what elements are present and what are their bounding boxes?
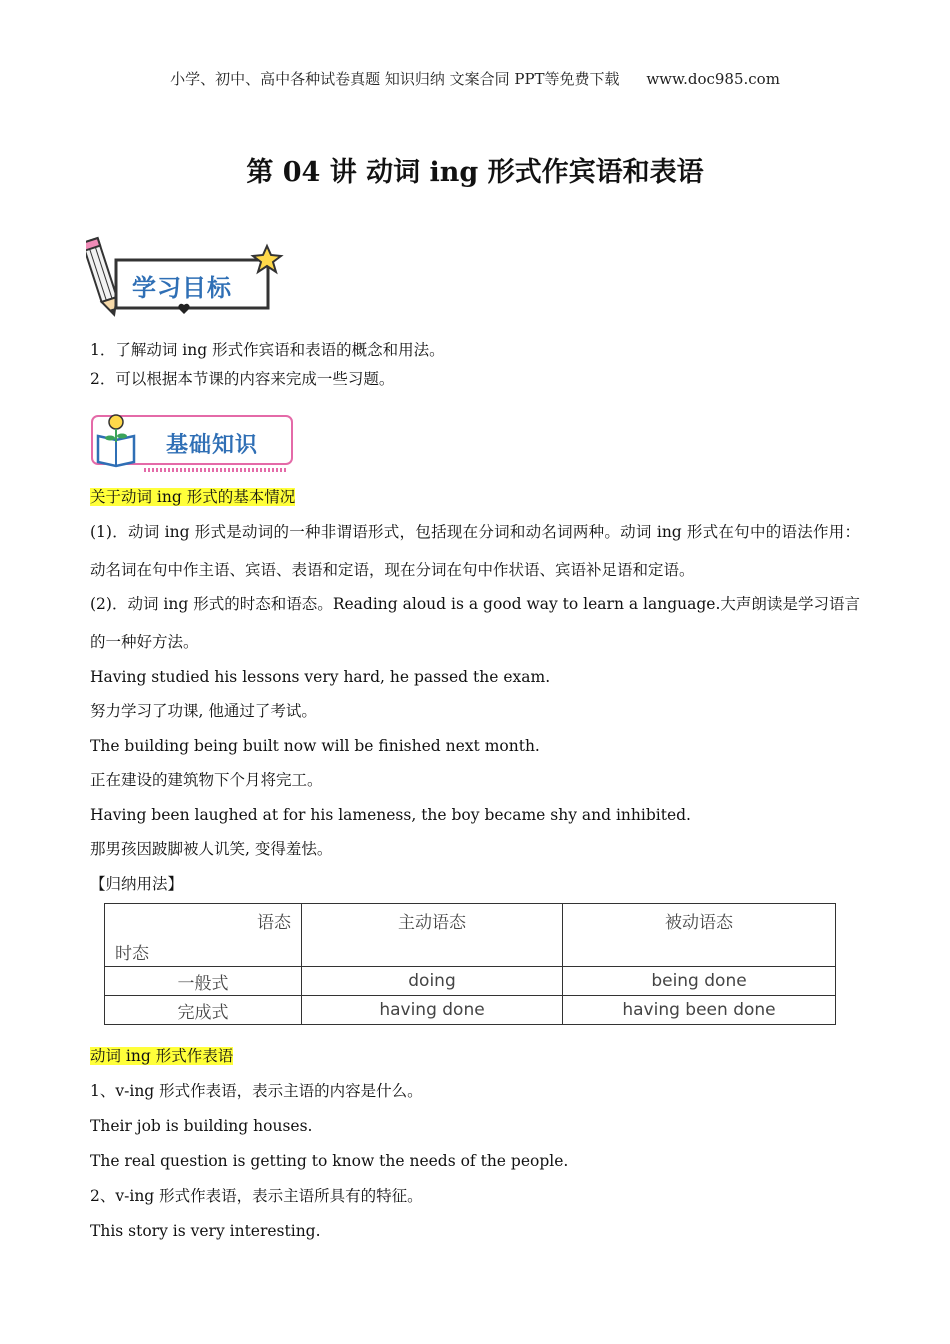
example-1-zh: 努力学习了功课, 他通过了考试。 bbox=[90, 702, 317, 720]
table-row bbox=[105, 967, 836, 996]
goal-item-2: 2．可以根据本节课的内容来完成一些习题。 bbox=[90, 370, 395, 388]
active-cell: doing bbox=[302, 967, 563, 996]
item1-example-2: The real question is getting to know the needs of the people. bbox=[90, 1152, 569, 1170]
corner-voice-label: 语态 bbox=[257, 913, 291, 933]
example-2-en: The building being built now will be finished next month. bbox=[90, 737, 540, 755]
page-title: 第 04 讲 动词 ing 形式作宾语和表语 bbox=[246, 157, 704, 188]
tense-cell: 一般式 bbox=[105, 967, 302, 996]
basic-knowledge-banner bbox=[86, 408, 301, 478]
header-passive-voice: 被动语态 bbox=[563, 904, 836, 967]
learning-goals-label: 学习目标 bbox=[132, 274, 232, 302]
header-text: 小学、初中、高中各种试卷真题 知识归纳 文案合同 PPT等免费下载 bbox=[170, 70, 620, 88]
active-cell: having done bbox=[302, 996, 563, 1025]
section2-item-1: 1、v-ing 形式作表语，表示主语的内容是什么。 bbox=[90, 1082, 423, 1100]
section1-paragraph-1: (1)．动词 ing 形式是动词的一种非谓语形式，包括现在分词和动名词两种。动词 ing 形式在句中的语法作用：动名词在句中作主语、宾语、表语和定语，现在分词在句中作状语、宾语补足语和定语。 bbox=[90, 523, 860, 579]
page-header bbox=[0, 68, 950, 89]
section1-heading bbox=[90, 487, 295, 507]
header-active-voice: 主动语态 bbox=[302, 904, 563, 967]
example-2-zh: 正在建设的建筑物下个月将完工。 bbox=[90, 771, 323, 789]
section1-heading-text: 关于动词 ing 形式的基本情况 bbox=[90, 488, 296, 506]
item2-example-1: This story is very interesting. bbox=[90, 1222, 321, 1240]
tense-cell: 完成式 bbox=[105, 996, 302, 1025]
section2-item-2: 2、v-ing 形式作表语，表示主语所具有的特征。 bbox=[90, 1187, 423, 1205]
basic-knowledge-label: 基础知识 bbox=[166, 433, 259, 458]
corner-tense-label: 时态 bbox=[115, 944, 149, 964]
passive-cell: being done bbox=[563, 967, 836, 996]
item1-example-1: Their job is building houses. bbox=[90, 1117, 313, 1135]
header-url[interactable]: www.doc985.com bbox=[646, 70, 780, 88]
example-1-en: Having studied his lessons very hard, he passed the exam. bbox=[90, 668, 551, 686]
section2-heading-text: 动词 ing 形式作表语 bbox=[90, 1047, 234, 1065]
example-3-en: Having been laughed at for his lameness, the boy became shy and inhibited. bbox=[90, 806, 691, 824]
section2-heading bbox=[90, 1046, 233, 1066]
summary-label: 【归纳用法】 bbox=[90, 875, 184, 893]
tense-voice-table bbox=[104, 903, 836, 1025]
table-row bbox=[105, 996, 836, 1025]
learning-goals-banner bbox=[86, 232, 286, 322]
passive-cell: having been done bbox=[563, 996, 836, 1025]
table-corner-cell bbox=[105, 904, 302, 967]
goal-item-1: 1．了解动词 ing 形式作宾语和表语的概念和用法。 bbox=[90, 341, 445, 359]
example-3-zh: 那男孩因跛脚被人讥笑, 变得羞怯。 bbox=[90, 840, 333, 858]
section1-paragraph-2: (2)．动词 ing 形式的时态和语态。Reading aloud is a good way to learn a language.大声朗读是学习语言的一种好方法。 bbox=[90, 595, 860, 651]
